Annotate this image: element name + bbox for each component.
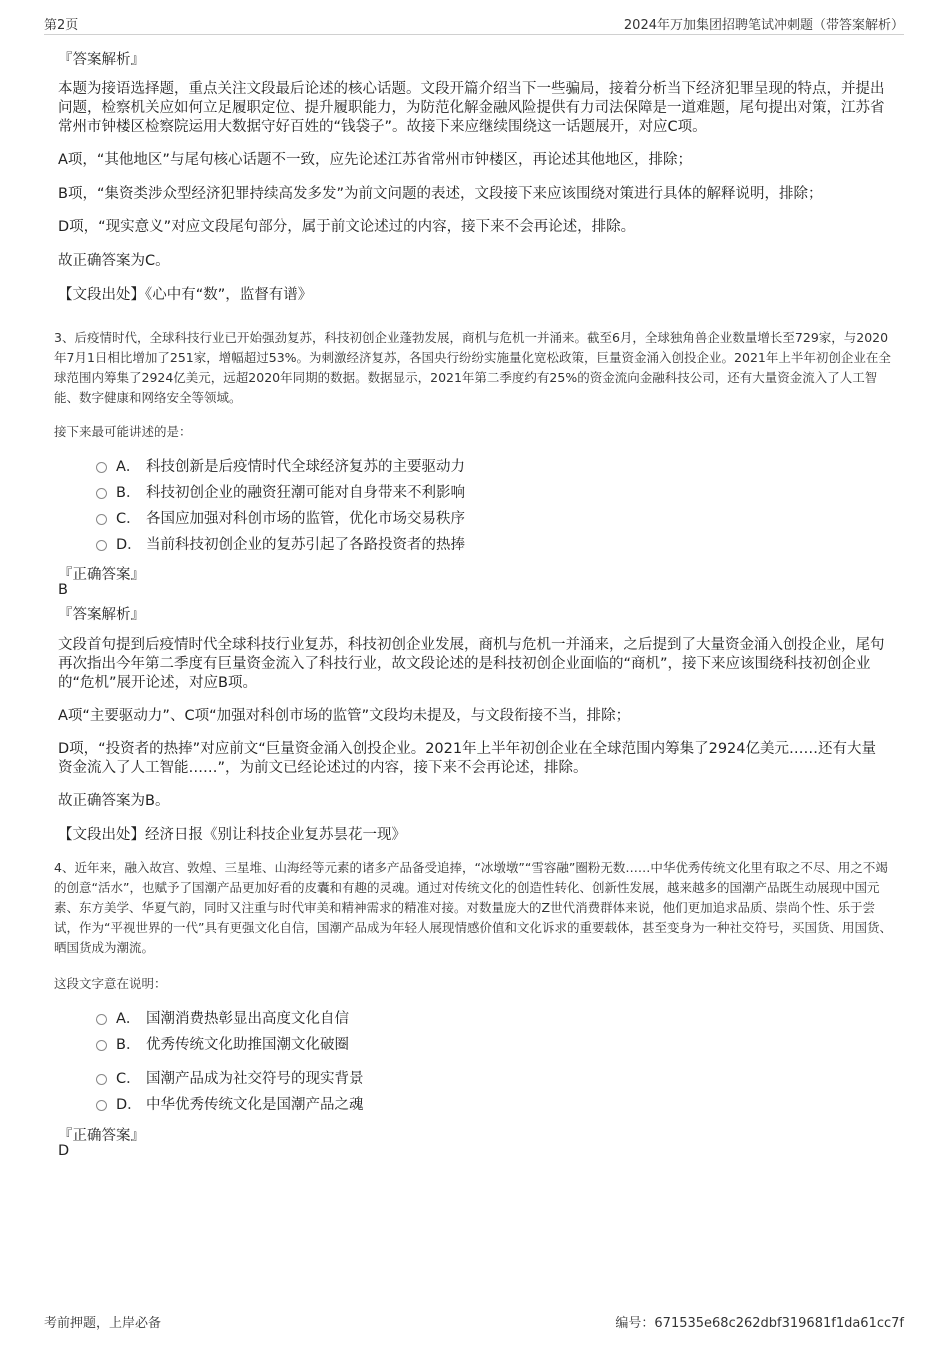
q4-prompt: 这段文字意在说明： — [54, 976, 167, 991]
q2-point-b: B项，“集资类涉众型经济犯罪持续高发多发”为前文问题的表述，文段接下来应该围绕对策进行具体的解释说明，排除； — [58, 186, 823, 202]
footer-slogan: 考前押题，上岸必备 — [44, 1316, 162, 1331]
option-letter: D． — [116, 537, 142, 553]
option-text: 当前科技初创企业的复苏引起了各路投资者的热捧 — [146, 537, 465, 553]
radio-icon[interactable] — [96, 462, 107, 473]
option-text: 科技创新是后疫情时代全球经济复苏的主要驱动力 — [146, 459, 465, 475]
radio-icon[interactable] — [96, 1074, 107, 1085]
q4-answer: D — [58, 1143, 70, 1159]
q2-analysis-text: 本题为接语选择题，重点关注文段最后论述的核心话题。文段开篇介绍当下一些骗局，接着分析当下经济犯罪呈现的特点，并提出问题，检察机关应如何立足履职定位、提升履职能力，为防范化解金融风险提供有力司法保障是一道难题，尾句提出对策，江苏省常州市钟楼区检察院运用大数据守好百姓的“钱袋子”。故接下来应继续围绕这一话题展开，对应C项。 — [58, 81, 885, 135]
q3-analysis-label: 『答案解析』 — [58, 607, 145, 623]
radio-icon[interactable] — [96, 1100, 107, 1111]
option-letter: A． — [116, 459, 141, 475]
document-title: 2024年万加集团招聘笔试冲刺题（带答案解析） — [623, 18, 904, 33]
q3-prompt: 接下来最可能讲述的是： — [54, 424, 192, 439]
q3-conclusion: 故正确答案为B。 — [58, 793, 170, 809]
page-number: 第2页 — [44, 18, 79, 33]
q2-analysis-label: 『答案解析』 — [58, 52, 145, 68]
option-letter: A． — [116, 1011, 141, 1027]
radio-icon[interactable] — [96, 1014, 107, 1025]
q3-answer: B — [58, 582, 68, 598]
option-letter: D． — [116, 1097, 142, 1113]
option-letter: B． — [116, 485, 141, 501]
page-footer — [44, 1312, 904, 1332]
option-text: 中华优秀传统文化是国潮产品之魂 — [146, 1097, 364, 1113]
option-text: 国潮产品成为社交符号的现实背景 — [146, 1071, 364, 1087]
radio-icon[interactable] — [96, 540, 107, 551]
option-letter: B． — [116, 1037, 141, 1053]
q4-answer-label: 『正确答案』 — [58, 1128, 145, 1144]
q3-point-ac: A项“主要驱动力”、C项“加强对科创市场的监管”文段均未提及，与文段衔接不当，排除； — [58, 708, 631, 724]
option-text: 国潮消费热彰显出高度文化自信 — [146, 1011, 349, 1027]
q3-point-d: D项，“投资者的热捧”对应前文“巨量资金涌入创投企业。2021年上半年初创企业在全球范围内筹集了2924亿美元……还有大量资金流入了人工智能……”，为前文已经论述过的内容，接下来不会再论述，排除。 — [58, 741, 876, 776]
q3-question-text: 3、后疫情时代，全球科技行业已开始强劲复苏，科技初创企业蓬勃发展，商机与危机一并涌来。截至6月，全球独角兽企业数量增长至729家，与2020年7月1日相比增加了251家，增幅超过53%。为刺激经济复苏，各国央行纷纷实施量化宽松政策，巨量资金涌入创投企业。2021年上半年初创企业在全球范围内筹集了2924亿美元，远超2020年同期的数据。数据显示，2021年第二季度约有25%的资金流向金融科技公司，还有大量资金流入了人工智能、数字健康和网络安全等领域。 — [54, 330, 891, 405]
q4-question-text: 4、近年来，融入故宫、敦煌、三星堆、山海经等元素的诸多产品备受追捧，“冰墩墩”“雪容融”圈粉无数……中华优秀传统文化里有取之不尽、用之不竭的创意“活水”，也赋予了国潮产品更加好看的皮囊和有趣的灵魂。通过对传统文化的创造性转化、创新性发展，越来越多的国潮产品既生动展现中国元素、东方美学、华夏气韵，同时又注重与时代审美和精神需求的精准对接。对数量庞大的Z世代消费群体来说，他们更加追求品质、崇尚个性、乐于尝试，作为“平视世界的一代”具有更强文化自信，国潮产品成为年轻人展现情感价值和文化诉求的重要载体，甚至变身为一种社交符号，买国货、用国货、晒国货成为潮流。 — [54, 860, 892, 955]
q3-answer-label: 『正确答案』 — [58, 567, 145, 583]
radio-icon[interactable] — [96, 514, 107, 525]
radio-icon[interactable] — [96, 488, 107, 499]
q2-source: 【文段出处】《心中有“数”，监督有谱》 — [58, 287, 313, 303]
q2-point-a: A项，“其他地区”与尾句核心话题不一致，应先论述江苏省常州市钟楼区，再论述其他地区，排除； — [58, 152, 692, 168]
q3-analysis-text: 文段首句提到后疫情时代全球科技行业复苏，科技初创企业发展，商机与危机一并涌来，之后提到了大量资金涌入创投企业，尾句再次指出今年第二季度有巨量资金流入了科技行业，故文段论述的是科技初创企业面临的“商机”，接下来应该围绕科技初创企业的“危机”展开论述，对应B项。 — [58, 637, 885, 691]
q2-point-d: D项，“现实意义”对应文段尾句部分，属于前文论述过的内容，接下来不会再论述，排除。 — [58, 219, 636, 235]
option-letter: C． — [116, 1071, 141, 1087]
page-header — [44, 14, 904, 35]
document-serial: 编号：671535e68c262dbf319681f1da61cc7f — [615, 1316, 904, 1331]
option-text: 各国应加强对科创市场的监管，优化市场交易秩序 — [146, 511, 465, 527]
option-text: 优秀传统文化助推国潮文化破圈 — [146, 1037, 349, 1053]
option-text: 科技初创企业的融资狂潮可能对自身带来不利影响 — [146, 485, 465, 501]
option-letter: C． — [116, 511, 141, 527]
q3-source: 【文段出处】经济日报《别让科技企业复苏昙花一现》 — [58, 827, 406, 843]
q2-conclusion: 故正确答案为C。 — [58, 253, 170, 269]
radio-icon[interactable] — [96, 1040, 107, 1051]
